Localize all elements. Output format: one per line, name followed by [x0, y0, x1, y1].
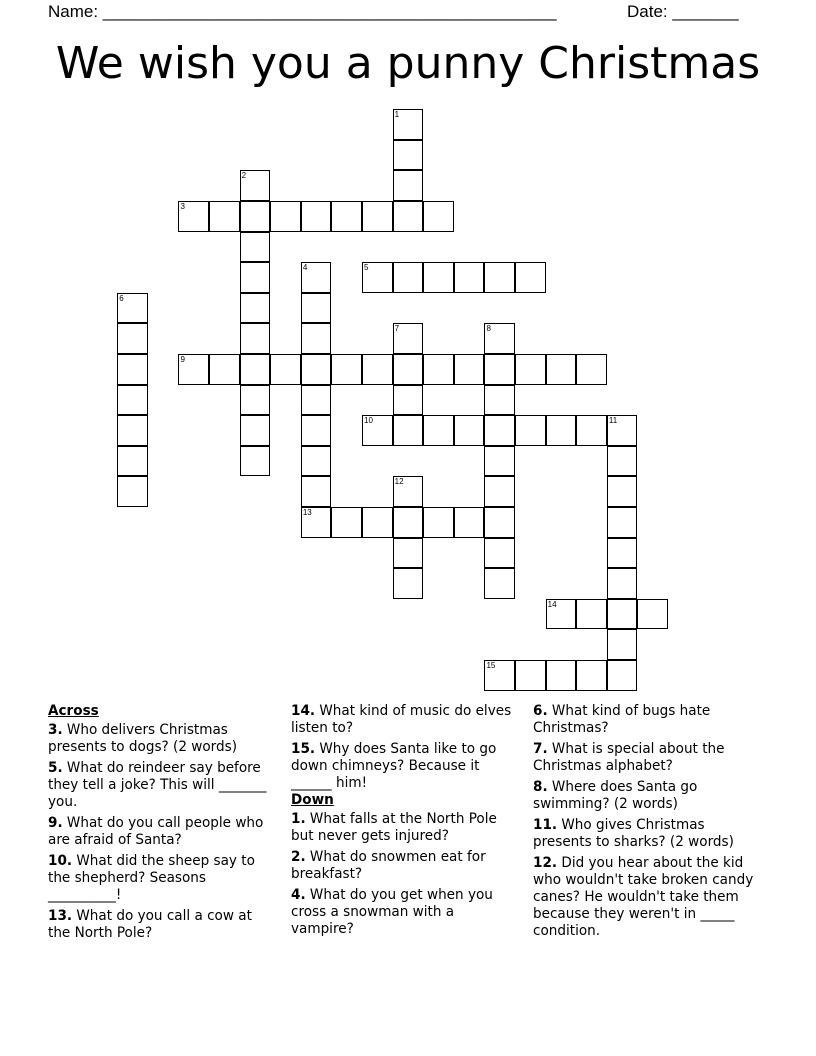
grid-cell[interactable] — [393, 323, 424, 354]
grid-cell[interactable] — [362, 354, 393, 385]
grid-cell[interactable] — [607, 629, 638, 660]
grid-cell[interactable] — [393, 568, 424, 599]
grid-cell[interactable] — [240, 446, 271, 477]
grid-cell[interactable] — [178, 354, 209, 385]
grid-cell[interactable] — [637, 599, 668, 630]
grid-cell[interactable] — [117, 293, 148, 324]
grid-cell[interactable] — [393, 354, 424, 385]
clue-number: 4 — [302, 263, 308, 273]
grid-cell[interactable] — [117, 415, 148, 446]
grid-cell[interactable] — [484, 660, 515, 691]
grid-cell[interactable] — [607, 507, 638, 538]
grid-cell[interactable] — [362, 201, 393, 232]
grid-cell[interactable] — [301, 385, 332, 416]
grid-cell[interactable] — [484, 323, 515, 354]
grid-cell[interactable] — [240, 232, 271, 263]
grid-cell[interactable] — [607, 476, 638, 507]
down-heading: Down — [291, 791, 334, 808]
grid-cell[interactable] — [209, 354, 240, 385]
grid-cell[interactable] — [393, 109, 424, 140]
clue-down-11: 11. Who gives Christmas presents to sharks? (2 words) — [533, 816, 734, 850]
grid-cell[interactable] — [393, 170, 424, 201]
grid-cell[interactable] — [484, 385, 515, 416]
grid-cell[interactable] — [209, 201, 240, 232]
grid-cell[interactable] — [393, 507, 424, 538]
grid-cell[interactable] — [484, 415, 515, 446]
grid-cell[interactable] — [607, 538, 638, 569]
grid-cell[interactable] — [393, 415, 424, 446]
grid-cell[interactable] — [484, 476, 515, 507]
grid-cell[interactable] — [331, 354, 362, 385]
grid-cell[interactable] — [240, 415, 271, 446]
clue-across-10: 10. What did the sheep say to the shepherd? Seasons __________! — [48, 852, 255, 903]
grid-cell[interactable] — [423, 201, 454, 232]
clue-down-6: 6. What kind of bugs hate Christmas? — [533, 702, 711, 736]
grid-cell[interactable] — [331, 507, 362, 538]
grid-cell[interactable] — [270, 201, 301, 232]
clue-down-8: 8. Where does Santa go swimming? (2 words) — [533, 778, 698, 812]
grid-cell[interactable] — [515, 660, 546, 691]
grid-cell[interactable] — [423, 262, 454, 293]
grid-cell[interactable] — [301, 415, 332, 446]
page-title: We wish you a punny Christmas — [55, 38, 761, 89]
grid-cell[interactable] — [117, 323, 148, 354]
clue-number: 2 — [241, 171, 247, 181]
clue-column-2 — [291, 702, 514, 941]
grid-cell[interactable] — [301, 476, 332, 507]
clue-down-4: 4. What do you get when you cross a snowman with a vampire? — [291, 886, 493, 937]
grid-cell[interactable] — [454, 354, 485, 385]
clue-column-1 — [48, 702, 271, 945]
grid-cell[interactable] — [423, 354, 454, 385]
grid-cell[interactable] — [576, 599, 607, 630]
grid-cell[interactable] — [484, 262, 515, 293]
grid-cell[interactable] — [607, 446, 638, 477]
grid-cell[interactable] — [546, 599, 577, 630]
clue-number: 7 — [394, 324, 400, 334]
grid-cell[interactable] — [546, 354, 577, 385]
grid-cell[interactable] — [362, 262, 393, 293]
grid-cell[interactable] — [515, 415, 546, 446]
grid-cell[interactable] — [576, 354, 607, 385]
clue-down-2: 2. What do snowmen eat for breakfast? — [291, 848, 486, 882]
grid-cell[interactable] — [607, 660, 638, 691]
grid-cell[interactable] — [270, 354, 301, 385]
clue-across-15: 15. Why does Santa like to go down chimneys? Because it ______ him! — [291, 740, 497, 791]
grid-cell[interactable] — [607, 599, 638, 630]
grid-cell[interactable] — [301, 262, 332, 293]
clue-across-13: 13. What do you call a cow at the North Pole? — [48, 907, 252, 941]
grid-cell[interactable] — [301, 201, 332, 232]
clue-number: 12 — [394, 477, 404, 487]
clue-number: 6 — [119, 293, 124, 303]
grid-cell[interactable] — [301, 323, 332, 354]
grid-cell[interactable] — [117, 446, 148, 477]
grid-cell[interactable] — [393, 262, 424, 293]
grid-cell[interactable] — [454, 507, 485, 538]
grid-cell[interactable] — [240, 354, 271, 385]
grid-cell[interactable] — [393, 140, 424, 171]
grid-cell[interactable] — [484, 568, 515, 599]
clue-number: 15 — [486, 661, 496, 671]
clue-number: 5 — [364, 263, 369, 273]
name-field[interactable]: Name: ________________________________________________ — [48, 2, 557, 21]
clue-down-1: 1. What falls at the North Pole but never gets injured? — [291, 810, 497, 844]
grid-cell[interactable] — [484, 538, 515, 569]
grid-cell[interactable] — [607, 568, 638, 599]
clue-number: 8 — [486, 324, 491, 334]
grid-cell[interactable] — [301, 507, 332, 538]
across-heading: Across — [48, 702, 99, 719]
clue-across-3: 3. Who delivers Christmas presents to dogs? (2 words) — [48, 721, 238, 755]
grid-cell[interactable] — [301, 354, 332, 385]
grid-cell[interactable] — [576, 415, 607, 446]
clue-column-3 — [533, 702, 766, 943]
clue-across-5: 5. What do reindeer say before they tell a joke? This will _______ you. — [48, 759, 267, 810]
clue-number: 13 — [302, 508, 312, 518]
clue-across-9: 9. What do you call people who are afraid of Santa? — [48, 814, 264, 848]
grid-cell[interactable] — [546, 415, 577, 446]
grid-cell[interactable] — [301, 446, 332, 477]
grid-cell[interactable] — [546, 660, 577, 691]
clue-down-7: 7. What is special about the Christmas alphabet? — [533, 740, 725, 774]
grid-cell[interactable] — [607, 415, 638, 446]
grid-cell[interactable] — [484, 354, 515, 385]
grid-cell[interactable] — [484, 446, 515, 477]
grid-cell[interactable] — [393, 476, 424, 507]
grid-cell[interactable] — [454, 262, 485, 293]
grid-cell[interactable] — [393, 385, 424, 416]
grid-cell[interactable] — [393, 201, 424, 232]
grid-cell[interactable] — [515, 262, 546, 293]
clue-number: 14 — [547, 599, 557, 609]
grid-cell[interactable] — [362, 507, 393, 538]
grid-cell[interactable] — [423, 415, 454, 446]
grid-cell[interactable] — [484, 507, 515, 538]
clue-across-14: 14. What kind of music do elves listen to? — [291, 702, 512, 736]
grid-cell[interactable] — [331, 201, 362, 232]
clue-number: 9 — [180, 355, 185, 365]
grid-cell[interactable] — [423, 507, 454, 538]
clue-number: 11 — [608, 416, 618, 426]
date-field[interactable]: Date: _______ — [627, 2, 739, 21]
clue-down-12: 12. Did you hear about the kid who wouldn't take broken candy canes? He wouldn't take them because they weren't in _____ condition. — [533, 854, 754, 939]
grid-cell[interactable] — [178, 201, 209, 232]
grid-cell[interactable] — [117, 354, 148, 385]
grid-cell[interactable] — [301, 293, 332, 324]
grid-cell[interactable] — [515, 354, 546, 385]
grid-cell[interactable] — [362, 415, 393, 446]
clue-number: 3 — [180, 202, 185, 212]
grid-cell[interactable] — [117, 385, 148, 416]
grid-cell[interactable] — [240, 385, 271, 416]
grid-cell[interactable] — [240, 201, 271, 232]
grid-cell[interactable] — [576, 660, 607, 691]
clue-number: 1 — [394, 110, 400, 120]
grid-cell[interactable] — [240, 170, 271, 201]
clue-number: 10 — [364, 416, 373, 426]
grid-cell[interactable] — [240, 293, 271, 324]
grid-cell[interactable] — [240, 262, 271, 293]
grid-cell[interactable] — [454, 415, 485, 446]
grid-cell[interactable] — [240, 323, 271, 354]
grid-cell[interactable] — [393, 538, 424, 569]
grid-cell[interactable] — [117, 476, 148, 507]
